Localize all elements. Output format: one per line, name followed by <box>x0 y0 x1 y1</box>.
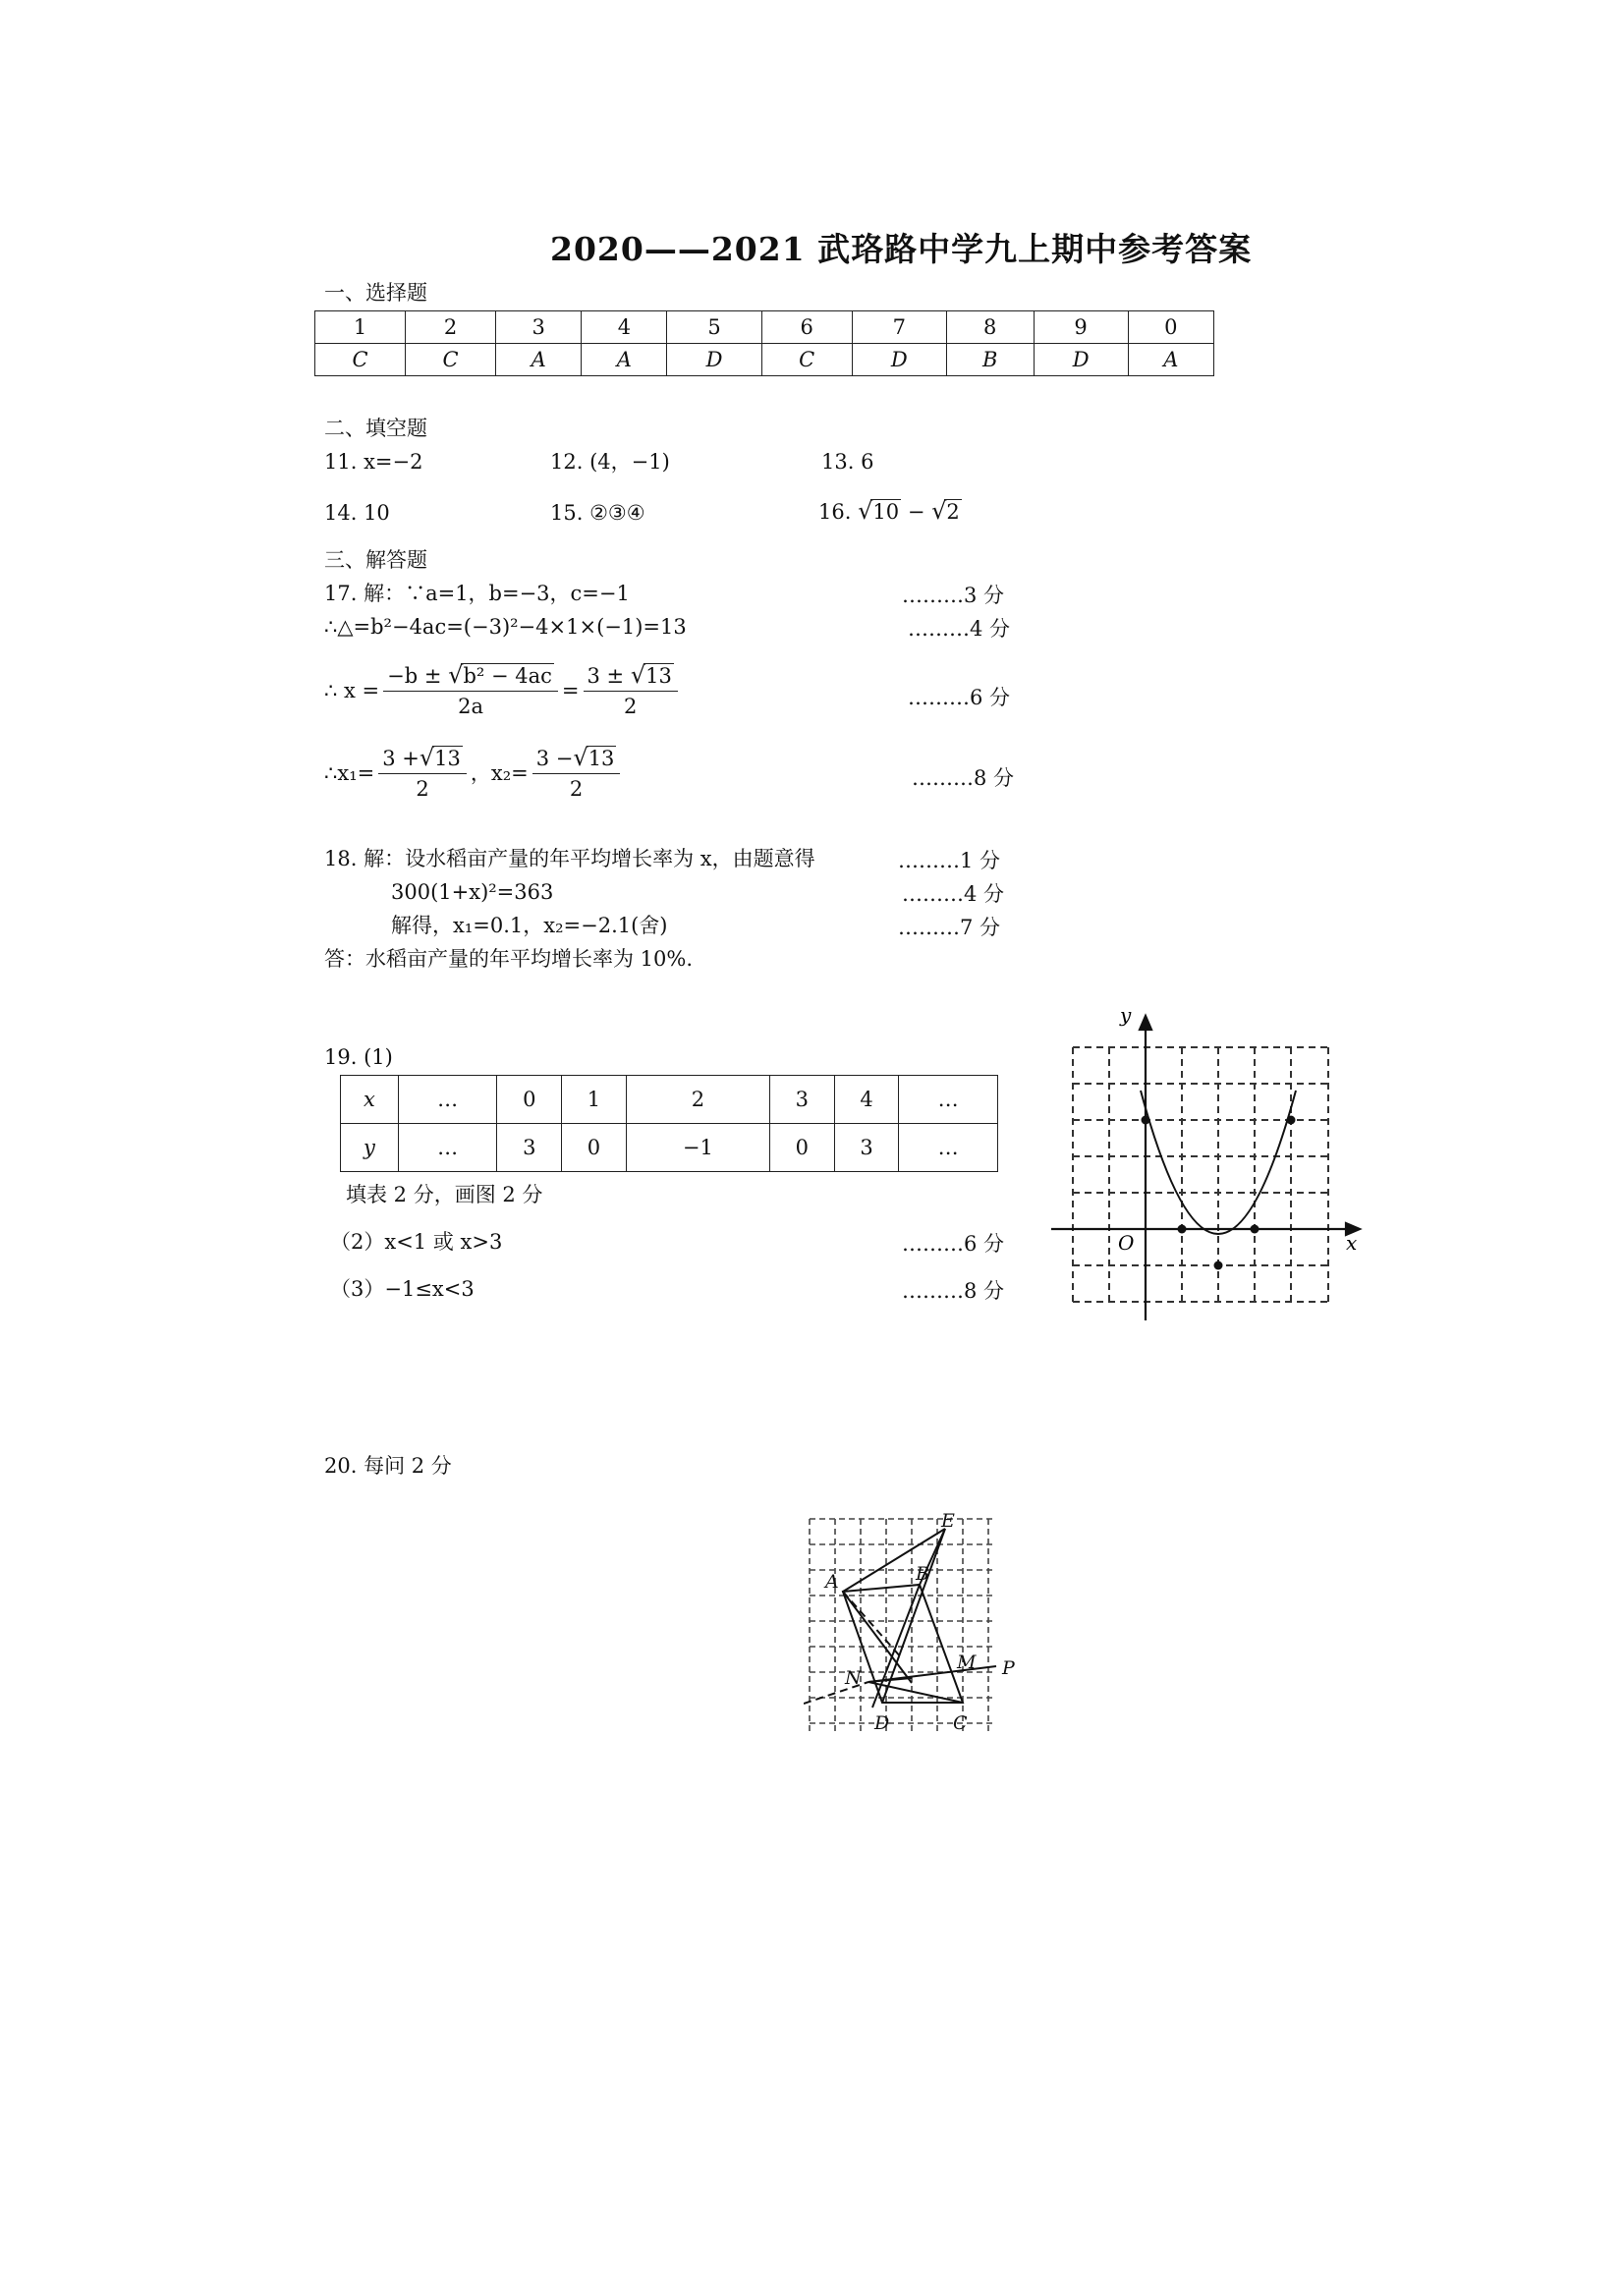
table-cell: 5 <box>667 311 761 344</box>
parabola-graph <box>1041 1004 1366 1328</box>
section1-heading: 一、选择题 <box>324 281 427 305</box>
table-cell: 6 <box>761 311 852 344</box>
axes <box>1051 1016 1360 1320</box>
table-cell: 4 <box>834 1076 899 1124</box>
x-axis-label: x <box>1346 1231 1358 1255</box>
q19-score2: ………6 分 <box>902 1232 1005 1256</box>
table-cell: 2 <box>406 311 496 344</box>
fraction-denominator: 2a <box>458 695 483 718</box>
figure-lines <box>843 1529 996 1708</box>
radicand: 2 <box>946 500 960 524</box>
fraction <box>378 743 467 804</box>
geometry-figure <box>804 1511 1039 1747</box>
q17-score2: ………4 分 <box>908 617 1011 641</box>
section3-heading: 三、解答题 <box>324 548 427 572</box>
page-title: 2020——2021 武珞路中学九上期中参考答案 <box>550 230 1253 268</box>
table-cell: 0 <box>1128 311 1213 344</box>
table-cell: C <box>406 344 496 376</box>
fraction <box>383 660 558 721</box>
y-row <box>341 1124 998 1172</box>
x-row <box>341 1076 998 1124</box>
q18-line3: 解得，x₁=0.1，x₂=−2.1(舍) <box>391 914 668 937</box>
q19-value-table <box>340 1075 998 1172</box>
fraction <box>584 660 678 721</box>
table-cell: C <box>761 344 852 376</box>
point-label-p: P <box>1002 1657 1015 1679</box>
fraction-numerator: 3 −√13 <box>532 743 621 774</box>
equals-sign: = <box>561 679 580 702</box>
fraction-denominator: 2 <box>416 777 429 801</box>
point-label-b: B <box>916 1563 929 1585</box>
q18-line2: 300(1+x)²=363 <box>391 880 554 904</box>
q17-score1: ………3 分 <box>902 584 1005 607</box>
formula-prefix: ∴ x = <box>324 679 380 702</box>
table-cell: B <box>946 344 1034 376</box>
q19-score3: ………8 分 <box>902 1279 1005 1303</box>
point-label-n: N <box>845 1667 862 1689</box>
q17-score3: ………6 分 <box>908 686 1011 709</box>
table-cell: 7 <box>852 311 946 344</box>
table-cell: D <box>852 344 946 376</box>
answer-13: 13. 6 <box>821 450 874 474</box>
q19-part3: （3）−1≤x<3 <box>330 1277 475 1301</box>
table-cell: … <box>899 1124 998 1172</box>
fraction-denominator: 2 <box>624 695 638 718</box>
choice-number-row <box>315 311 1214 344</box>
choice-answer-row <box>315 344 1214 376</box>
answer-14: 14. 10 <box>324 501 390 525</box>
fraction <box>532 743 621 804</box>
root1-label: ∴x₁= <box>324 761 375 785</box>
table-cell: 3 <box>497 1124 562 1172</box>
table-cell: 1 <box>315 311 406 344</box>
dashed-segment <box>843 1592 902 1658</box>
q19-part2: （2）x<1 或 x>3 <box>330 1230 503 1254</box>
q17-line2: ∴△=b²−4ac=(−3)²−4×1×(−1)=13 <box>324 615 687 639</box>
table-cell: D <box>667 344 761 376</box>
choice-answer-table <box>314 310 1214 376</box>
q18-line1: 18. 解：设水稻亩产量的年平均增长率为 x，由题意得 <box>324 847 815 870</box>
point-label-c: C <box>953 1712 968 1734</box>
sqrt-sign: √ <box>858 497 873 525</box>
table-cell: 0 <box>562 1124 627 1172</box>
answer-12: 12. (4，−1) <box>550 450 670 474</box>
dashed-grid <box>810 1519 996 1731</box>
fraction-numerator: 3 +√13 <box>378 743 467 774</box>
point-label-a: A <box>825 1571 839 1593</box>
table-cell: x <box>341 1076 399 1124</box>
table-cell: 3 <box>834 1124 899 1172</box>
radicand: 10 <box>872 500 900 524</box>
table-cell: D <box>1034 344 1128 376</box>
origin-label: O <box>1118 1231 1135 1255</box>
table-cell: 4 <box>582 311 667 344</box>
table-cell: 3 <box>496 311 582 344</box>
table-cell: 0 <box>769 1124 834 1172</box>
q17-roots <box>324 743 624 804</box>
minus-sign: − <box>907 500 925 524</box>
table-cell: … <box>398 1124 497 1172</box>
answer-16 <box>818 497 962 526</box>
point-label-e: E <box>941 1511 955 1532</box>
table-cell: … <box>899 1076 998 1124</box>
q20-label: 20. 每问 2 分 <box>324 1454 452 1478</box>
table-cell: 8 <box>946 311 1034 344</box>
dashed-grid <box>1073 1047 1328 1302</box>
fraction-denominator: 2 <box>569 777 584 801</box>
answer-11: 11. x=−2 <box>324 450 423 474</box>
q18-score1: ………1 分 <box>898 849 1001 872</box>
table-cell: −1 <box>626 1124 769 1172</box>
q17-formula <box>324 660 682 721</box>
q19-label: 19. (1) <box>324 1045 393 1069</box>
q19-note: 填表 2 分，画图 2 分 <box>346 1183 543 1206</box>
table-cell: A <box>496 344 582 376</box>
q18-score2: ………4 分 <box>902 882 1005 906</box>
point-label-m: M <box>957 1652 977 1673</box>
fraction-numerator: −b ± √b² − 4ac <box>383 660 558 692</box>
table-cell: y <box>341 1124 399 1172</box>
answer-15: 15. ②③④ <box>550 501 645 525</box>
root2-label: ，x₂= <box>470 761 529 785</box>
q18-line4: 答：水稻亩产量的年平均增长率为 10%. <box>324 947 694 971</box>
table-cell: 0 <box>497 1076 562 1124</box>
table-cell: … <box>398 1076 497 1124</box>
answer-16-label: 16. <box>818 500 852 524</box>
table-cell: 1 <box>562 1076 627 1124</box>
section2-heading: 二、填空题 <box>324 417 427 440</box>
y-axis-label: y <box>1120 1004 1132 1027</box>
sqrt-sign: √ <box>931 497 947 525</box>
table-cell: 9 <box>1034 311 1128 344</box>
fraction-numerator: 3 ± √13 <box>584 660 678 692</box>
table-cell: A <box>1128 344 1213 376</box>
table-cell: A <box>582 344 667 376</box>
q17-score4: ………8 分 <box>912 766 1015 790</box>
q17-line1: 17. 解：∵a=1，b=−3，c=−1 <box>324 582 630 605</box>
table-cell: C <box>315 344 406 376</box>
q18-score3: ………7 分 <box>898 916 1001 939</box>
table-cell: 3 <box>769 1076 834 1124</box>
point-label-d: D <box>874 1712 890 1734</box>
table-cell: 2 <box>626 1076 769 1124</box>
